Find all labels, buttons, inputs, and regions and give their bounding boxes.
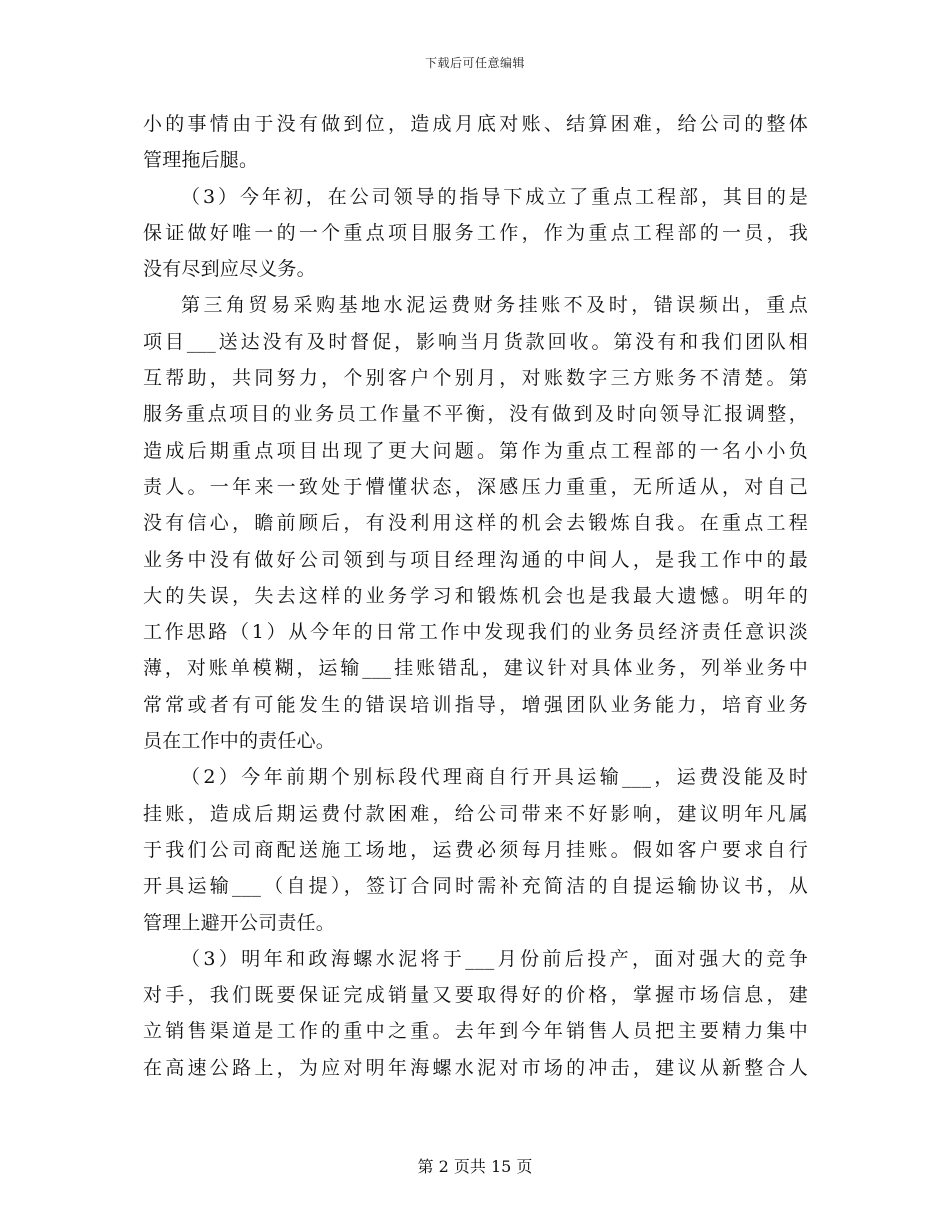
- text-line: 保证做好唯一的一个重点项目服务工作，作为重点工程部的一员，我: [143, 221, 808, 244]
- text-line: 造成后期重点项目出现了更大问题。第作为重点工程部的一名小小负: [143, 439, 808, 462]
- text-line: （3）今年初，在公司领导的指导下成立了重点工程部，其目的是: [181, 185, 808, 208]
- text-line: 挂账，造成后期运费付款困难，给公司带来不好影响，建议明年凡属: [143, 802, 808, 825]
- text-line: 服务重点项目的业务员工作量不平衡，没有做到及时向领导汇报调整，: [143, 403, 808, 426]
- text-line: 立销售渠道是工作的重中之重。去年到今年销售人员把主要精力集中: [143, 1020, 808, 1043]
- text-line: 常常或者有可能发生的错误培训指导，增强团队业务能力，培育业务: [143, 693, 808, 716]
- text-line: 在高速公路上，为应对明年海螺水泥对市场的冲击，建议从新整合人: [143, 1056, 808, 1079]
- text-line: 薄，对账单模糊，运输___挂账错乱，建议针对具体业务，列举业务中: [143, 657, 808, 680]
- text-line: 没有信心，瞻前顾后，有没利用这样的机会去锻炼自我。在重点工程: [143, 512, 808, 535]
- text-line: 工作思路（1）从今年的日常工作中发现我们的业务员经济责任意识淡: [143, 621, 808, 644]
- text-line: 小的事情由于没有做到位，造成月底对账、结算困难，给公司的整体: [143, 113, 808, 135]
- text-line: 项目___送达没有及时督促，影响当月货款回收。第没有和我们团队相: [143, 330, 808, 353]
- document-body: [143, 106, 808, 1086]
- text-line: 没有尽到应尽义务。: [143, 258, 316, 281]
- text-line: （3）明年和政海螺水泥将于___月份前后投产，面对强大的竞争: [181, 947, 808, 970]
- text-line: 大的失误，失去这样的业务学习和锻炼机会也是我最大遗憾。明年的: [143, 584, 808, 607]
- text-line: 开具运输___（自提），签订合同时需补充简洁的自提运输协议书，从: [143, 875, 808, 898]
- text-line: （2）今年前期个别标段代理商自行开具运输___，运费没能及时: [181, 766, 808, 789]
- text-line: 互帮助，共同努力，个别客户个别月，对账数字三方账务不清楚。第: [143, 367, 808, 390]
- text-line: 员在工作中的责任心。: [143, 730, 336, 753]
- page-header: 下载后可任意编辑: [424, 56, 525, 70]
- page-footer: 第 2 页共 15 页: [417, 1157, 533, 1176]
- text-line: 业务中没有做好公司领到与项目经理沟通的中间人，是我工作中的最: [143, 548, 808, 571]
- text-line: 管理上避开公司责任。: [143, 911, 336, 934]
- text-line: 对手，我们既要保证完成销量又要取得好的价格，掌握市场信息，建: [143, 984, 808, 1007]
- text-line: 管理拖后腿。: [143, 149, 259, 172]
- text-line: 责人。一年来一致处于懵懂状态，深感压力重重，无所适从，对自己: [143, 475, 808, 498]
- text-line: 第三角贸易采购基地水泥运费财务挂账不及时，错误频出，重点: [181, 294, 808, 317]
- text-line: 于我们公司商配送施工场地，运费必须每月挂账。假如客户要求自行: [143, 838, 808, 861]
